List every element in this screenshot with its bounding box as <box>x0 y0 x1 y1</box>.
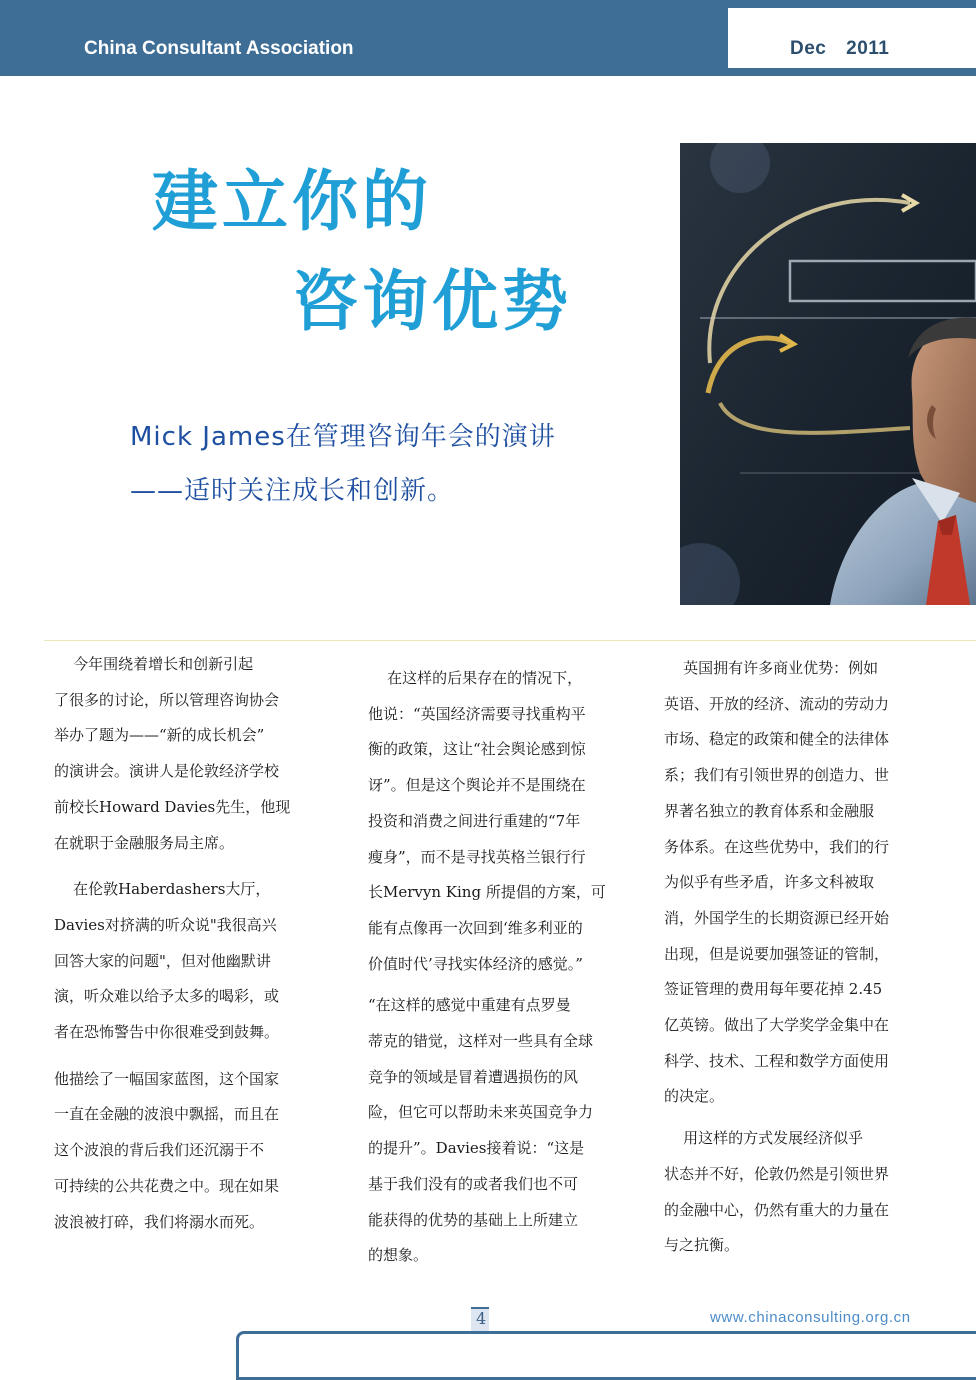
article-subtitle-line-1: Mick James在管理咨询年会的演讲 <box>130 422 556 452</box>
paragraph-line: 与之抗衡。 <box>664 1236 740 1255</box>
paragraph-line: 这个波浪的背后我们还沉溺于不 <box>54 1141 265 1160</box>
paragraph-line: 衡的政策，这让“社会舆论感到惊 <box>368 740 586 759</box>
paragraph-line: 他说：“英国经济需要寻找重构平 <box>368 704 586 723</box>
paragraph-line: 演，听众难以给予太多的喝彩，或 <box>54 987 280 1006</box>
article-column-3 <box>664 651 918 1264</box>
paragraph-line: 价值时代’寻找实体经济的感觉。” <box>368 954 583 973</box>
paragraph-line: 险，但它可以帮助未来英国竞争力 <box>368 1103 594 1122</box>
paragraph-line: 为似乎有些矛盾，许多文科被取 <box>664 873 875 892</box>
article-title-line-2: 咨询优势 <box>292 262 572 340</box>
article-title-line-1: 建立你的 <box>152 162 432 240</box>
paragraph-line: 一直在金融的波浪中飘摇，而且在 <box>54 1105 280 1124</box>
paragraph-line: 科学、技术、工程和数学方面使用 <box>664 1051 890 1070</box>
paragraph-line: 亿英镑。做出了大学奖学金集中在 <box>664 1016 890 1035</box>
footer-frame <box>236 1331 976 1380</box>
paragraph-line: 在伦敦Haberdashers大厅， <box>54 880 271 899</box>
paragraph-line: 英语、开放的经济、流动的劳动力 <box>664 694 890 713</box>
paragraph-line: 基于我们没有的或者我们也不可 <box>368 1174 579 1193</box>
paragraph-line: 务体系。在这些优势中，我们的行 <box>664 837 890 856</box>
paragraph-line: 英国拥有许多商业优势：例如 <box>664 659 879 677</box>
paragraph-line: 市场、稳定的政策和健全的法律体 <box>664 730 890 749</box>
page-number: 4 <box>476 1309 487 1328</box>
paragraph-line: 的演讲会。演讲人是伦敦经济学校 <box>54 762 280 781</box>
paragraph-line: 波浪被打碎，我们将溺水而死。 <box>54 1212 265 1231</box>
paragraph-line: 瘦身”，而不是寻找英格兰银行行 <box>368 847 586 866</box>
organization-name: China Consultant Association <box>84 38 354 59</box>
paragraph-line: 投资和消费之间进行重建的“7年 <box>368 811 581 830</box>
paragraph-line: Davies对挤满的听众说"我很高兴 <box>54 915 277 934</box>
paragraph-line: 界著名独立的教育体系和金融服 <box>664 801 875 820</box>
paragraph-line: 他描绘了一幅国家蓝图，这个国家 <box>54 1069 280 1088</box>
article-column-2 <box>368 661 624 1274</box>
paragraph-line: 竞争的领域是冒着遭遇损伤的风 <box>368 1067 579 1086</box>
paragraph-line: 了很多的讨论，所以管理咨询协会 <box>54 690 280 709</box>
issue-date: Dec 2011 <box>790 38 890 59</box>
paragraph-line: 回答大家的问题"，但对他幽默讲 <box>54 951 271 970</box>
paragraph-line: 签证管理的费用每年要花掉 2.45 <box>664 980 883 999</box>
paragraph-line: 的金融中心，仍然有重大的力量在 <box>664 1200 890 1219</box>
paragraph-line: 讶”。但是这个舆论并不是围绕在 <box>368 776 586 795</box>
paragraph-line: 蒂克的错觉，这样对一些具有全球 <box>368 1032 594 1051</box>
paragraph-line: 今年围绕着增长和创新引起 <box>54 655 254 673</box>
paragraph-line: 在这样的后果存在的情况下， <box>368 669 583 687</box>
paragraph-line: 前校长Howard Davies先生，他现 <box>54 797 291 816</box>
paragraph-line: 消，外国学生的长期资源已经开始 <box>664 908 890 927</box>
paragraph-line: 的决定。 <box>664 1087 725 1106</box>
paragraph-line: 的提升”。Davies接着说：“这是 <box>368 1139 585 1158</box>
article-column-1 <box>54 647 306 1240</box>
paragraph-line: 者在恐怖警告中你很难受到鼓舞。 <box>54 1023 280 1042</box>
paragraph-line: 的想象。 <box>368 1246 429 1265</box>
paragraph-line: 系；我们有引领世界的创造力、世 <box>664 766 890 785</box>
paragraph-line: 长Mervyn King 所提倡的方案，可 <box>368 883 606 902</box>
website-link[interactable]: www.chinaconsulting.org.cn <box>710 1309 911 1326</box>
article-subtitle-line-2: ——适时关注成长和创新。 <box>130 476 455 506</box>
paragraph-line: 能有点像再一次回到‘维多利亚的 <box>368 918 583 937</box>
paragraph-line: 能获得的优势的基础上上所建立 <box>368 1210 579 1229</box>
paragraph-line: 在就职于金融服务局主席。 <box>54 833 235 852</box>
paragraph-line: “在这样的感觉中重建有点罗曼 <box>368 996 571 1015</box>
paragraph-line: 举办了题为——“新的成长机会” <box>54 726 265 745</box>
paragraph-line: 状态并不好，伦敦仍然是引领世界 <box>664 1164 890 1183</box>
paragraph-line: 可持续的公共花费之中。现在如果 <box>54 1176 280 1195</box>
section-divider <box>44 640 976 641</box>
paragraph-line: 用这样的方式发展经济似乎 <box>664 1129 864 1148</box>
paragraph-line: 出现，但是说要加强签证的管制， <box>664 944 890 963</box>
man-chalkboard-photo <box>680 143 976 605</box>
